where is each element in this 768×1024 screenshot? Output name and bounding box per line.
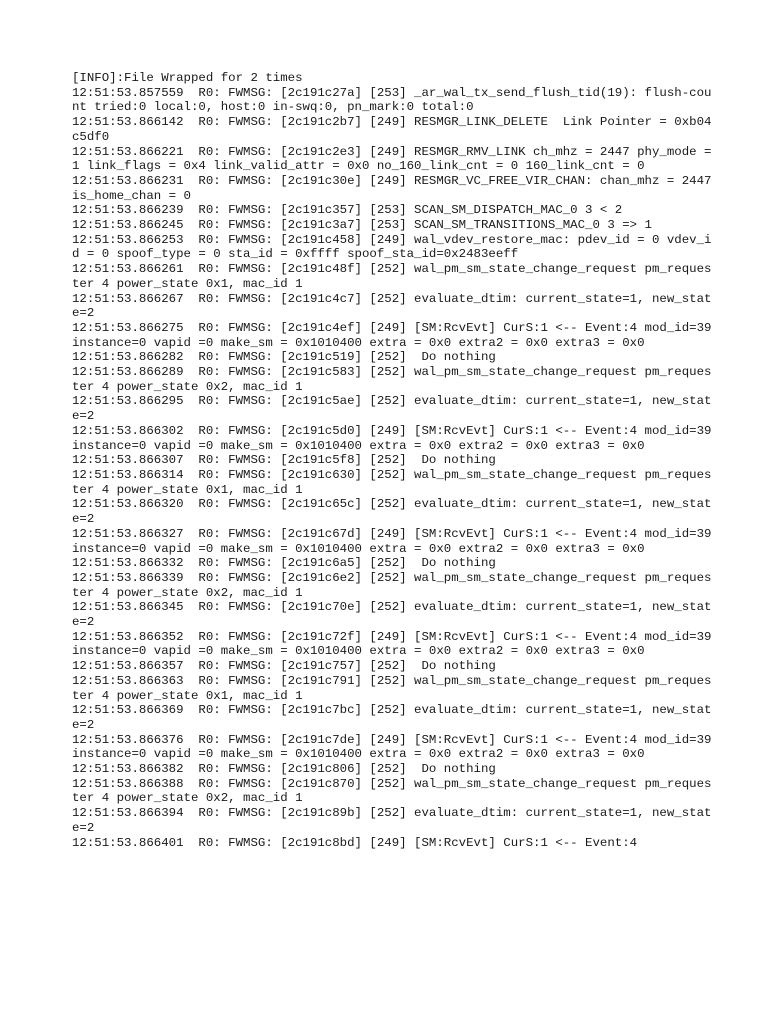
log-line: 12:51:53.866267 R0: FWMSG: [2c191c4c7] [252] evaluate_dtim: current_state=1, new_state=2	[72, 291, 712, 321]
log-line: 12:51:53.866339 R0: FWMSG: [2c191c6e2] [252] wal_pm_sm_state_change_request pm_requester 4 power_state 0x2, mac_id 1	[72, 570, 712, 600]
log-line: 12:51:53.866245 R0: FWMSG: [2c191c3a7] [253] SCAN_SM_TRANSITIONS_MAC_0 3 => 1	[72, 218, 652, 233]
log-line: 12:51:53.866382 R0: FWMSG: [2c191c806] [252] Do nothing	[72, 762, 496, 777]
log-line: 12:51:53.866295 R0: FWMSG: [2c191c5ae] [252] evaluate_dtim: current_state=1, new_state=2	[72, 394, 712, 424]
log-line: 12:51:53.866332 R0: FWMSG: [2c191c6a5] [252] Do nothing	[72, 556, 496, 571]
log-line: 12:51:53.866352 R0: FWMSG: [2c191c72f] [249] [SM:RcvEvt] CurS:1 <-- Event:4 mod_id=39 instance=0 vapid =0 make_sm = 0x1010400 extra = 0x0 extra2 = 0x0 extra3 = 0x0	[72, 629, 719, 659]
log-line: 12:51:53.866376 R0: FWMSG: [2c191c7de] [249] [SM:RcvEvt] CurS:1 <-- Event:4 mod_id=39 instance=0 vapid =0 make_sm = 0x1010400 extra = 0x0 extra2 = 0x0 extra3 = 0x0	[72, 732, 719, 762]
log-line: 12:51:53.866302 R0: FWMSG: [2c191c5d0] [249] [SM:RcvEvt] CurS:1 <-- Event:4 mod_id=39 instance=0 vapid =0 make_sm = 0x1010400 extra = 0x0 extra2 = 0x0 extra3 = 0x0	[72, 423, 719, 453]
log-line: 12:51:53.866314 R0: FWMSG: [2c191c630] [252] wal_pm_sm_state_change_request pm_requester 4 power_state 0x1, mac_id 1	[72, 467, 712, 497]
log-line: 12:51:53.866261 R0: FWMSG: [2c191c48f] [252] wal_pm_sm_state_change_request pm_requester 4 power_state 0x1, mac_id 1	[72, 262, 712, 291]
log-line: 12:51:53.866369 R0: FWMSG: [2c191c7bc] [252] evaluate_dtim: current_state=1, new_state=2	[72, 703, 712, 732]
log-line: 12:51:53.866307 R0: FWMSG: [2c191c5f8] [252] Do nothing	[72, 453, 496, 468]
log-line: 12:51:53.866327 R0: FWMSG: [2c191c67d] [249] [SM:RcvEvt] CurS:1 <-- Event:4 mod_id=39 instance=0 vapid =0 make_sm = 0x1010400 extra = 0x0 extra2 = 0x0 extra3 = 0x0	[72, 526, 719, 556]
log-line: 12:51:53.866320 R0: FWMSG: [2c191c65c] [252] evaluate_dtim: current_state=1, new_state=2	[72, 497, 712, 527]
log-line: 12:51:53.866363 R0: FWMSG: [2c191c791] [252] wal_pm_sm_state_change_request pm_requester 4 power_state 0x1, mac_id 1	[72, 673, 712, 703]
log-line: 12:51:53.866275 R0: FWMSG: [2c191c4ef] [249] [SM:RcvEvt] CurS:1 <-- Event:4 mod_id=39 instance=0 vapid =0 make_sm = 0x1010400 extra = 0x0 extra2 = 0x0 extra3 = 0x0	[72, 320, 719, 350]
log-line: 12:51:53.866253 R0: FWMSG: [2c191c458] [249] wal_vdev_restore_mac: pdev_id = 0 vdev_id = 0 spoof_type = 0 sta_id = 0xffff spoof_sta_id=0x2483eeff	[72, 232, 712, 262]
log-line: [INFO]:File Wrapped for 2 times	[72, 71, 303, 85]
log-line: 12:51:53.866394 R0: FWMSG: [2c191c89b] [252] evaluate_dtim: current_state=1, new_state=2	[72, 806, 712, 835]
log-line: 12:51:53.857559 R0: FWMSG: [2c191c27a] [253] _ar_wal_tx_send_flush_tid(19): flush-count tried:0 local:0, host:0 in-swq:0, pn_mark:0 total:0	[72, 85, 712, 115]
log-line: 12:51:53.866357 R0: FWMSG: [2c191c757] [252] Do nothing	[72, 659, 496, 674]
log-line: 12:51:53.866388 R0: FWMSG: [2c191c870] [252] wal_pm_sm_state_change_request pm_requester 4 power_state 0x2, mac_id 1	[72, 776, 712, 806]
log-line: 12:51:53.866231 R0: FWMSG: [2c191c30e] [249] RESMGR_VC_FREE_VIR_CHAN: chan_mhz = 2447 is_home_chan = 0	[72, 173, 719, 203]
log-line: 12:51:53.866345 R0: FWMSG: [2c191c70e] [252] evaluate_dtim: current_state=1, new_state=2	[72, 600, 712, 630]
log-line: 12:51:53.866289 R0: FWMSG: [2c191c583] [252] wal_pm_sm_state_change_request pm_requester 4 power_state 0x2, mac_id 1	[72, 365, 712, 394]
log-line: 12:51:53.866239 R0: FWMSG: [2c191c357] [253] SCAN_SM_DISPATCH_MAC_0 3 < 2	[72, 203, 623, 218]
log-line: 12:51:53.866282 R0: FWMSG: [2c191c519] [252] Do nothing	[72, 350, 496, 365]
log-line: 12:51:53.866142 R0: FWMSG: [2c191c2b7] [249] RESMGR_LINK_DELETE Link Pointer = 0xb04c5df0	[72, 115, 712, 144]
log-line: 12:51:53.866401 R0: FWMSG: [2c191c8bd] [249] [SM:RcvEvt] CurS:1 <-- Event:4	[72, 835, 638, 850]
log-text	[72, 71, 719, 850]
log-line: 12:51:53.866221 R0: FWMSG: [2c191c2e3] [249] RESMGR_RMV_LINK ch_mhz = 2447 phy_mode = 1 link_flags = 0x4 link_valid_attr = 0x0 no_160_link_cnt = 0 160_link_cnt = 0	[72, 144, 719, 174]
